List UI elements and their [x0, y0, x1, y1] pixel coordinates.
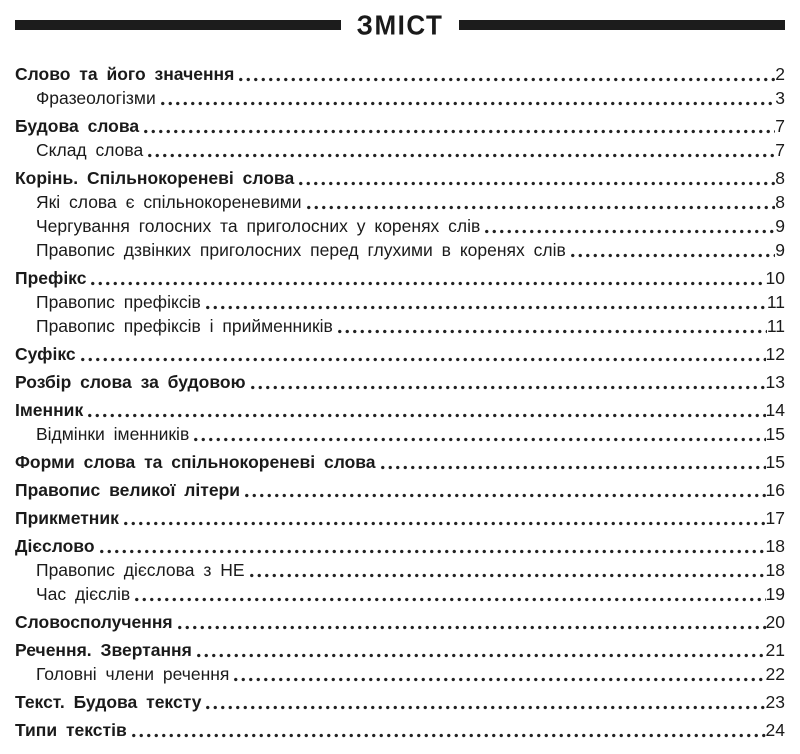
dot-leader — [79, 342, 766, 366]
dot-leader — [98, 534, 766, 558]
toc-entry — [15, 166, 785, 190]
dot-leader — [483, 214, 775, 238]
toc-entry — [15, 62, 785, 86]
toc-entry-page: 23 — [765, 692, 785, 712]
dot-leader — [176, 610, 766, 634]
toc-entry-label: Склад слова — [36, 140, 144, 160]
toc-entry-page: 12 — [765, 344, 785, 364]
toc-entry-page: 13 — [765, 372, 785, 392]
toc-entry-page: 11 — [766, 292, 785, 312]
toc-entry — [15, 422, 785, 446]
toc-entry-page: 18 — [765, 536, 785, 556]
toc-entry — [15, 114, 785, 138]
dot-leader — [146, 138, 775, 162]
toc-entry-label: Текст. Будова тексту — [15, 692, 202, 712]
toc-entry-label: Чергування голосних та приголосних у коренях слів — [36, 216, 481, 236]
toc-entry — [15, 314, 785, 338]
toc-entry — [15, 582, 785, 606]
dot-leader — [122, 506, 766, 530]
dot-leader — [130, 718, 766, 742]
page-title: ЗМІСТ — [356, 9, 444, 41]
toc-entry-page: 14 — [765, 400, 785, 420]
dot-leader — [243, 478, 766, 502]
toc-entry-label: Прикметник — [15, 508, 119, 528]
toc-entry-page: 15 — [765, 452, 785, 472]
toc-entry — [15, 610, 785, 634]
toc-entry — [15, 478, 785, 502]
toc-entry — [15, 138, 785, 162]
dot-leader — [86, 398, 765, 422]
dot-leader — [89, 266, 765, 290]
toc-entry — [15, 534, 785, 558]
toc-entry-page: 2 — [775, 64, 785, 84]
toc-entry-page: 18 — [765, 560, 785, 580]
toc-entry-label: Типи текстів — [15, 720, 127, 740]
dot-leader — [249, 370, 766, 394]
toc-entry-label: Суфікс — [15, 344, 76, 364]
toc-entry-label: Іменник — [15, 400, 84, 420]
toc-entry-page: 8 — [775, 192, 785, 212]
toc-entry-page: 16 — [765, 480, 785, 500]
toc-entry-label: Правопис префіксів — [36, 292, 201, 312]
toc-entry — [15, 690, 785, 714]
toc-entry-label: Будова слова — [15, 116, 140, 136]
dot-leader — [232, 662, 765, 686]
toc-entry-label: Префікс — [15, 268, 87, 288]
toc-entry-label: Форми слова та спільнокореневі слова — [15, 452, 376, 472]
dot-leader — [195, 638, 766, 662]
toc-entry-page: 3 — [775, 88, 785, 108]
toc-entry — [15, 290, 785, 314]
toc-entry — [15, 342, 785, 366]
dot-leader — [237, 62, 775, 86]
dot-leader — [204, 690, 765, 714]
toc-entry — [15, 506, 785, 530]
toc-entry-page: 9 — [775, 216, 785, 236]
toc-entry-label: Відмінки іменників — [36, 424, 190, 444]
toc-entry — [15, 238, 785, 262]
toc-entry-label: Головні члени речення — [36, 664, 230, 684]
toc-entry-label: Розбір слова за будовою — [15, 372, 246, 392]
toc-entry — [15, 370, 785, 394]
dot-leader — [379, 450, 766, 474]
toc-entry-label: Корінь. Спільнокореневі слова — [15, 168, 295, 188]
dot-leader — [159, 86, 776, 110]
dot-leader — [248, 558, 766, 582]
toc-entry-label: Правопис дзвінких приголосних перед глухими в коренях слів — [36, 240, 566, 260]
toc-entry-page: 24 — [765, 720, 785, 740]
toc-entry-page: 20 — [765, 612, 785, 632]
toc-entry-page: 19 — [765, 584, 785, 604]
table-of-contents — [15, 62, 785, 742]
toc-entry-page: 10 — [765, 268, 785, 288]
toc-entry — [15, 638, 785, 662]
toc-entry — [15, 662, 785, 686]
dot-leader — [297, 166, 775, 190]
toc-entry-page: 7 — [775, 116, 785, 136]
dot-leader — [336, 314, 767, 338]
toc-entry-label: Дієслово — [15, 536, 95, 556]
dot-leader — [305, 190, 776, 214]
toc-entry-page: 17 — [765, 508, 785, 528]
toc-entry-page: 9 — [775, 240, 785, 260]
toc-entry — [15, 450, 785, 474]
toc-entry-label: Слово та його значення — [15, 64, 235, 84]
dot-leader — [133, 582, 765, 606]
toc-entry-label: Правопис великої літери — [15, 480, 241, 500]
toc-entry-label: Правопис дієслова з НЕ — [36, 560, 245, 580]
dot-leader — [192, 422, 765, 446]
toc-header — [15, 9, 785, 41]
toc-entry-label: Правопис префіксів і прийменників — [36, 316, 333, 336]
toc-entry — [15, 558, 785, 582]
toc-entry-page: 22 — [765, 664, 785, 684]
toc-entry-page: 8 — [775, 168, 785, 188]
toc-entry-page: 15 — [765, 424, 785, 444]
dot-leader — [142, 114, 775, 138]
dot-leader — [204, 290, 767, 314]
toc-entry-label: Речення. Звертання — [15, 640, 192, 660]
toc-entry — [15, 266, 785, 290]
toc-entry-page: 21 — [765, 640, 785, 660]
toc-entry — [15, 214, 785, 238]
toc-entry — [15, 190, 785, 214]
toc-entry — [15, 718, 785, 742]
toc-entry-label: Час дієслів — [36, 584, 131, 604]
toc-entry-page: 11 — [766, 316, 785, 336]
toc-entry-label: Словосполучення — [15, 612, 173, 632]
toc-entry — [15, 86, 785, 110]
toc-entry-page: 7 — [775, 140, 785, 160]
toc-entry — [15, 398, 785, 422]
toc-entry-label: Фразеологізми — [36, 88, 156, 108]
header-rule-right — [459, 20, 785, 30]
dot-leader — [569, 238, 775, 262]
toc-entry-label: Які слова є спільнокореневими — [36, 192, 302, 212]
header-rule-left — [15, 20, 341, 30]
